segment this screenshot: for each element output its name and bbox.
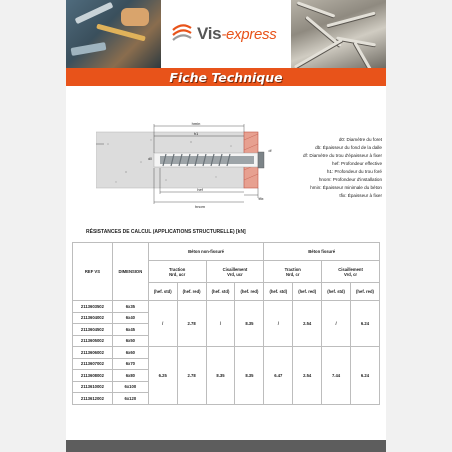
label-hef: hef	[197, 187, 203, 192]
value-cell: 7.44	[322, 347, 351, 405]
header-photo-tools	[66, 0, 161, 68]
ref-cell: 2113606002	[73, 347, 113, 359]
technical-sheet	[66, 0, 386, 452]
dimension-cell: 6x120	[112, 393, 148, 405]
footer-bar	[66, 440, 386, 452]
ref-cell: 2113605002	[73, 335, 113, 347]
traction-f-header: Traction Nrd, cr	[264, 261, 322, 283]
value-cell: 8.35	[235, 347, 264, 405]
sub-header: (hef. std)	[206, 283, 235, 301]
section-title: RÉSISTANCES DE CALCUL (APPLICATIONS STRUCTURELLE) [kN]	[86, 229, 246, 235]
sub-header: (hef. red)	[235, 283, 264, 301]
dimension-header: DIMENSION	[112, 243, 148, 301]
installation-diagram	[96, 122, 276, 218]
page-title: Fiche Technique	[169, 70, 283, 85]
group-header-fissure: Béton fissuré	[264, 243, 380, 261]
traction-nf-header: Traction Nrd, ucr	[148, 261, 206, 283]
sub-header: (hef. std)	[264, 283, 293, 301]
sub-header: (hef. red)	[350, 283, 379, 301]
label-h1: h1	[193, 131, 199, 136]
ref-cell: 2113603502	[73, 301, 113, 313]
label-hnom: hnom	[194, 204, 206, 209]
dimension-cell: 6x50	[112, 335, 148, 347]
ref-header: REF VS	[73, 243, 113, 301]
value-cell: 2.54	[293, 347, 322, 405]
dimension-cell: 6x35	[112, 301, 148, 313]
value-cell: /	[206, 301, 235, 347]
label-tfix: tfix	[258, 196, 264, 201]
sub-header: (hef. red)	[293, 283, 322, 301]
dimension-cell: 6x100	[112, 381, 148, 393]
legend-item: hef: Profondeur effective	[332, 161, 382, 166]
value-cell: 8.35	[235, 301, 264, 347]
legend-item: hmin: Épaisseur minimale du béton	[310, 185, 382, 190]
legend-item: hnom: Profondeur d'installation	[318, 177, 382, 182]
label-d0: d0	[148, 157, 152, 161]
dimension-cell: 6x70	[112, 358, 148, 370]
ref-cell: 2113612002	[73, 393, 113, 405]
legend-item: db: Épaisseur du fond de la dalle	[315, 145, 382, 150]
legend-item: tfix: Épaisseur à fixer	[339, 193, 382, 198]
sub-header: (hef. std)	[322, 283, 351, 301]
table-row	[73, 347, 380, 359]
legend-item: d0: Diamètre du foret	[338, 137, 382, 142]
value-cell: /	[264, 301, 293, 347]
diagram-legend	[254, 136, 382, 200]
logo-swoosh-icon	[171, 22, 193, 46]
legend-item: df: Diamètre du trou d'épaisseur à fixer	[302, 153, 382, 158]
header-photo-screws	[291, 0, 386, 68]
label-hmin: hmin	[191, 122, 201, 126]
value-cell: /	[148, 301, 177, 347]
dimension-cell: 6x40	[112, 312, 148, 324]
ref-cell: 2113604002	[73, 312, 113, 324]
legend-item: h1: Profondeur du trou foré	[326, 169, 382, 174]
value-cell: 2.78	[177, 347, 206, 405]
cisaillement-f-header: Cisaillement Vrd, cr	[322, 261, 380, 283]
value-cell: 2.54	[293, 301, 322, 347]
label-df: df	[268, 149, 272, 153]
ref-cell: 2113608002	[73, 370, 113, 382]
brand-logo	[171, 20, 291, 50]
value-cell: /	[322, 301, 351, 347]
ref-cell: 2113610002	[73, 381, 113, 393]
table-row	[73, 301, 380, 313]
dimension-cell: 6x45	[112, 324, 148, 336]
value-cell: 2.78	[177, 301, 206, 347]
ref-cell: 2113604502	[73, 324, 113, 336]
value-cell: 6.24	[350, 347, 379, 405]
value-cell: 6.47	[264, 347, 293, 405]
dimension-cell: 6x80	[112, 370, 148, 382]
ref-cell: 2113607002	[73, 358, 113, 370]
sub-header: (hef. std)	[148, 283, 177, 301]
brand-name: Vis-express	[197, 24, 277, 43]
value-cell: 6.24	[350, 301, 379, 347]
dimension-cell: 6x60	[112, 347, 148, 359]
cisaillement-nf-header: Cisaillement Vrd, ucr	[206, 261, 264, 283]
group-header-non-fissure: Béton non-fissuré	[148, 243, 264, 261]
value-cell: 6.25	[148, 347, 177, 405]
resistance-table	[72, 242, 380, 405]
value-cell: 8.35	[206, 347, 235, 405]
sub-header: (hef. red)	[177, 283, 206, 301]
